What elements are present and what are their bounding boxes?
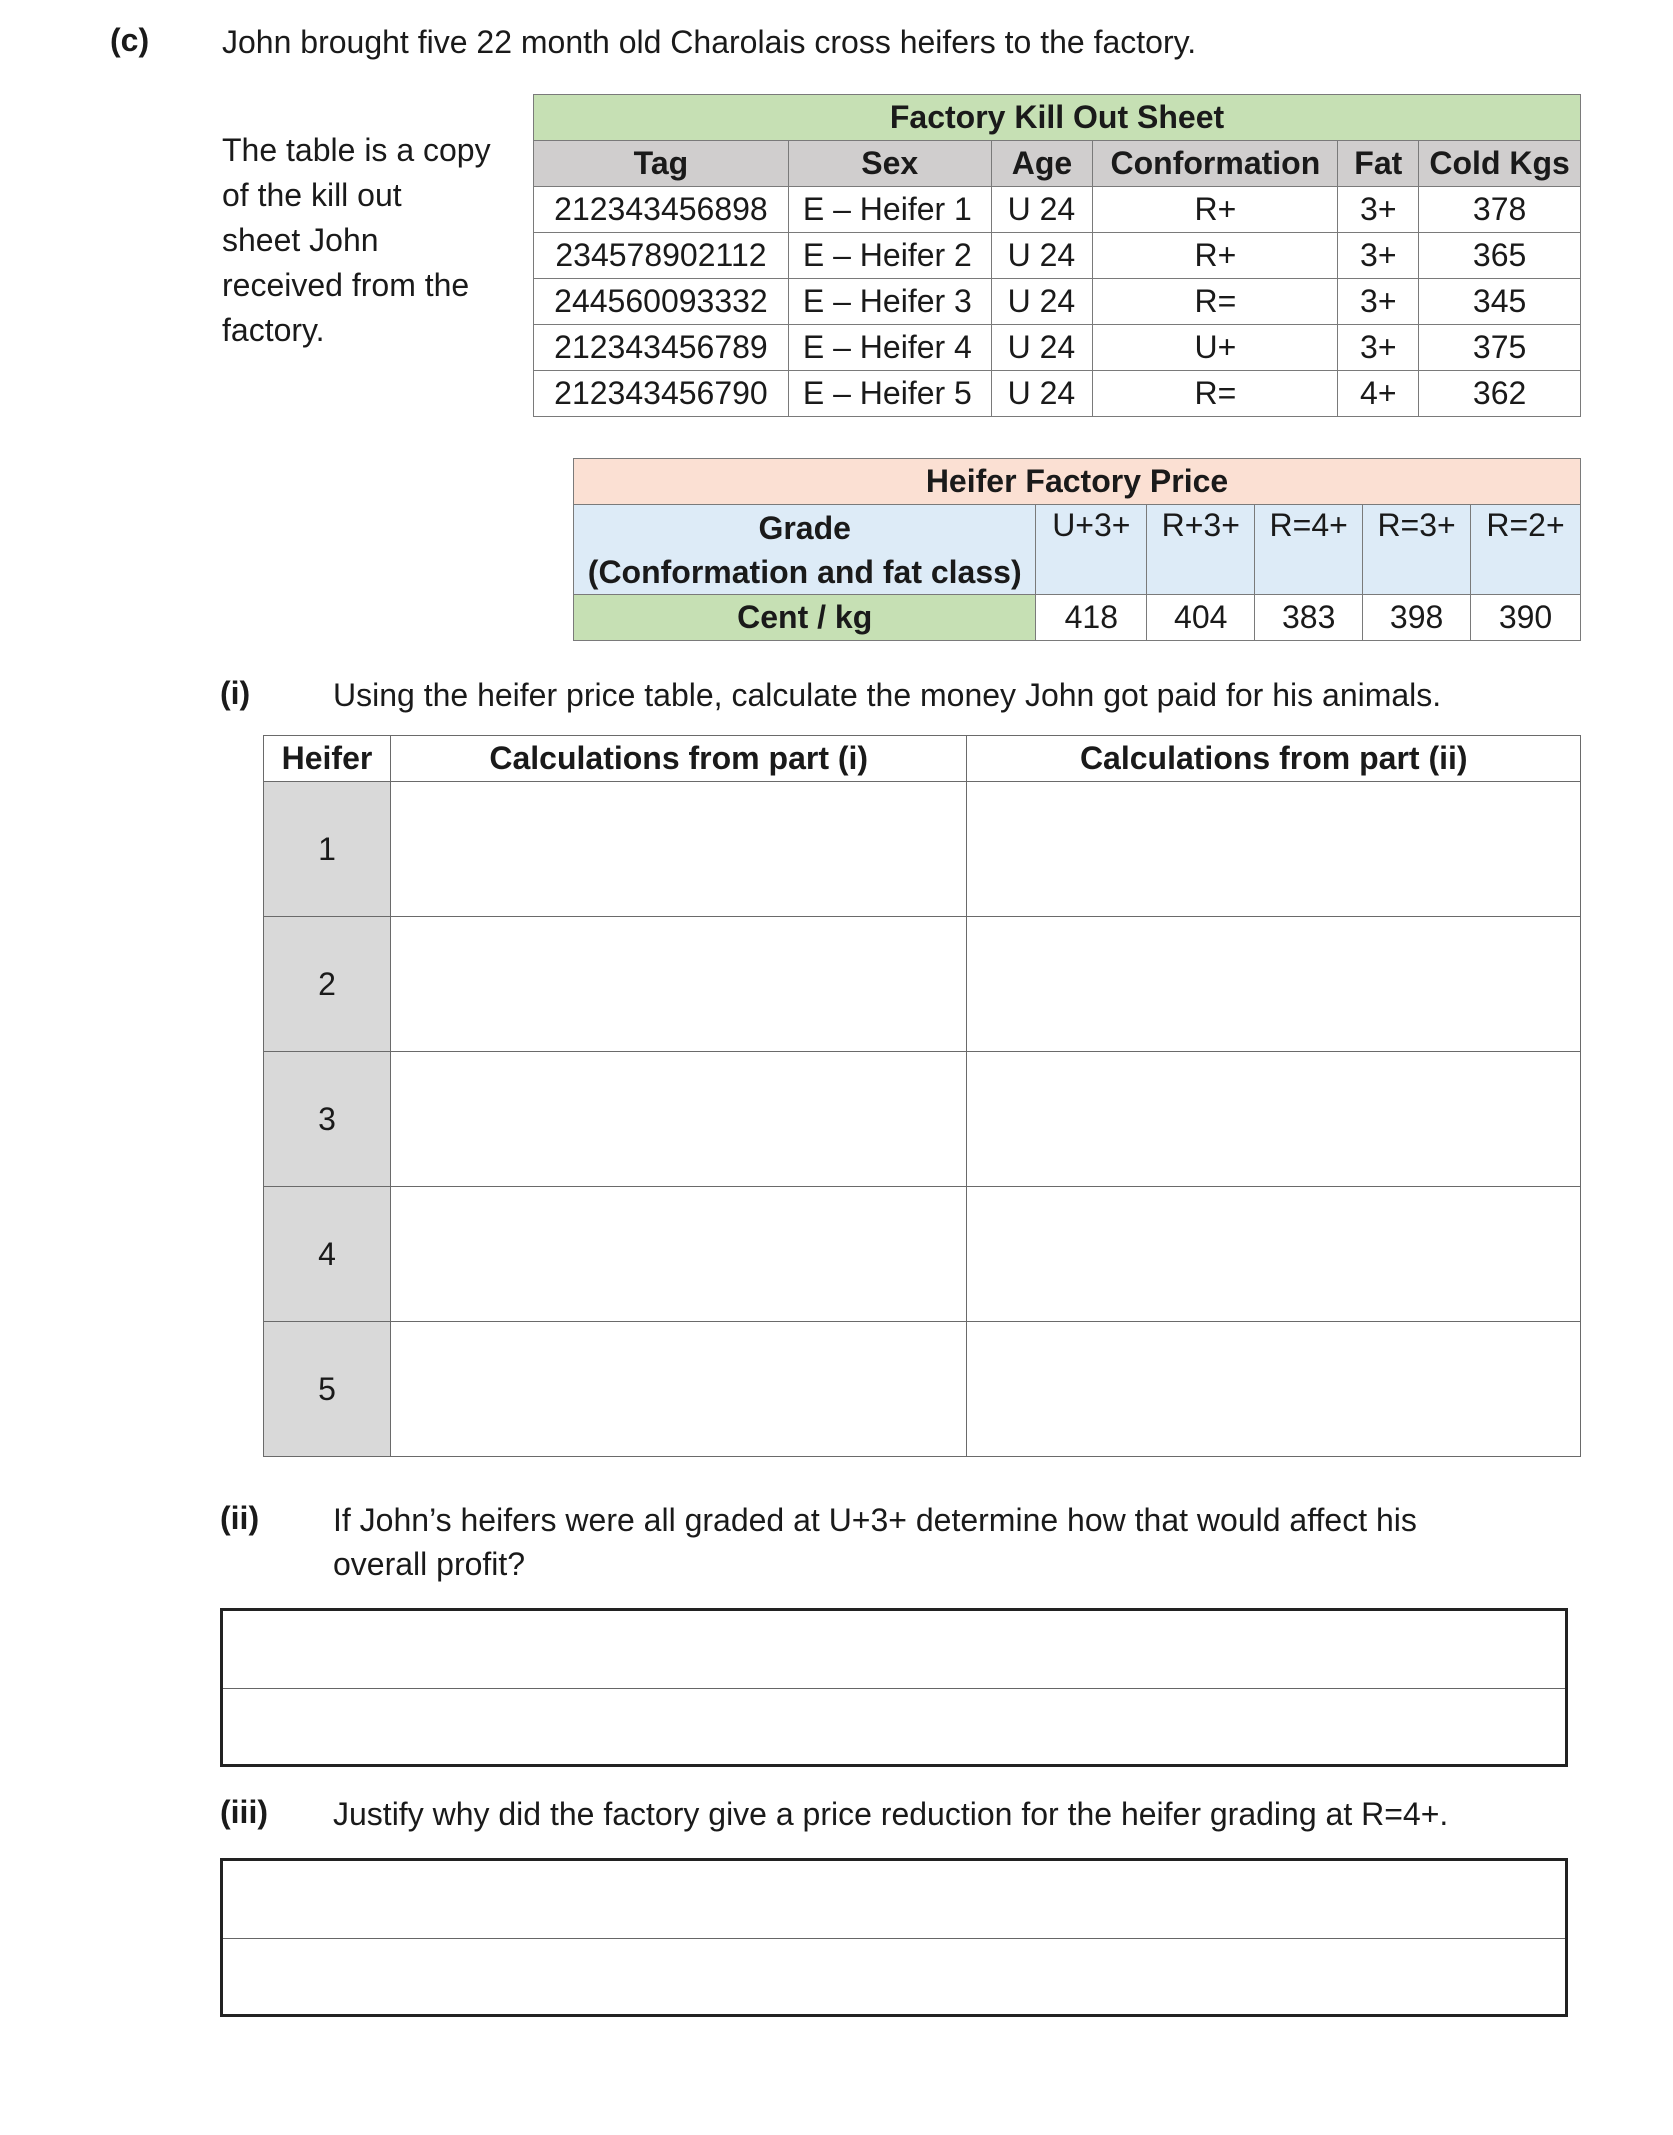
- header-calc-part-i: Calculations from part (i): [390, 736, 967, 782]
- calc-part-ii-cell[interactable]: [967, 917, 1581, 1052]
- age-cell: U 24: [991, 325, 1093, 371]
- side-note-line: of the kill out: [222, 177, 402, 213]
- header-age: Age: [991, 141, 1093, 187]
- cold-kgs-cell: 345: [1419, 279, 1581, 325]
- tag-cell: 234578902112: [534, 233, 789, 279]
- calc-part-i-cell[interactable]: [390, 1052, 967, 1187]
- sex-cell: E – Heifer 5: [788, 371, 991, 417]
- table-row: [264, 782, 1581, 917]
- conformation-cell: R=: [1093, 279, 1338, 325]
- conformation-cell: R=: [1093, 371, 1338, 417]
- tag-cell: 244560093332: [534, 279, 789, 325]
- grade-cell: R+3+: [1147, 505, 1255, 595]
- conformation-cell: U+: [1093, 325, 1338, 371]
- heifer-number: 4: [264, 1187, 391, 1322]
- side-note-line: The table is a copy: [222, 132, 491, 168]
- price-row: [574, 595, 1581, 641]
- fat-cell: 4+: [1338, 371, 1419, 417]
- part-i-text: Using the heifer price table, calculate the money John got paid for his animals.: [333, 677, 1442, 713]
- fat-cell: 3+: [1338, 325, 1419, 371]
- side-note-line: sheet John: [222, 222, 379, 258]
- price-table-title: Heifer Factory Price: [574, 459, 1581, 505]
- table-row: [534, 279, 1581, 325]
- part-c-label: (c): [110, 22, 150, 58]
- calc-part-ii-cell[interactable]: [967, 1187, 1581, 1322]
- cold-kgs-cell: 375: [1419, 325, 1581, 371]
- part-c-text: John brought five 22 month old Charolais cross heifers to the factory.: [222, 24, 1197, 60]
- calc-part-i-cell[interactable]: [390, 917, 967, 1052]
- price-cell: 398: [1363, 595, 1471, 641]
- table-row: [264, 917, 1581, 1052]
- heifer-number: 1: [264, 782, 391, 917]
- part-iii-label: (iii): [220, 1794, 268, 1830]
- fat-cell: 3+: [1338, 233, 1419, 279]
- price-cell: 390: [1471, 595, 1581, 641]
- grade-cell: R=4+: [1255, 505, 1363, 595]
- part-ii-label: (ii): [220, 1500, 260, 1536]
- grade-label-line1: Grade: [758, 509, 851, 546]
- table-row: [264, 1052, 1581, 1187]
- calc-part-i-cell[interactable]: [390, 1322, 967, 1457]
- kill-sheet-title: Factory Kill Out Sheet: [534, 95, 1581, 141]
- grade-cell: U+3+: [1036, 505, 1147, 595]
- tag-cell: 212343456790: [534, 371, 789, 417]
- cent-per-kg-label: Cent / kg: [574, 595, 1036, 641]
- header-sex: Sex: [788, 141, 991, 187]
- table-row: [264, 1322, 1581, 1457]
- sex-cell: E – Heifer 4: [788, 325, 991, 371]
- part-ii-answer-box[interactable]: [220, 1608, 1568, 1767]
- answer-header-row: [264, 736, 1581, 782]
- header-calc-part-ii: Calculations from part (ii): [967, 736, 1581, 782]
- grade-cell: R=3+: [1363, 505, 1471, 595]
- tag-cell: 212343456789: [534, 325, 789, 371]
- part-ii-line2: overall profit?: [333, 1546, 526, 1582]
- kill-sheet-header-row: [534, 141, 1581, 187]
- answer-line: [223, 1688, 1565, 1689]
- calculation-answer-table: [263, 735, 1581, 1457]
- tag-cell: 212343456898: [534, 187, 789, 233]
- calc-part-ii-cell[interactable]: [967, 1322, 1581, 1457]
- cold-kgs-cell: 378: [1419, 187, 1581, 233]
- header-tag: Tag: [534, 141, 789, 187]
- age-cell: U 24: [991, 187, 1093, 233]
- heifer-number: 3: [264, 1052, 391, 1187]
- part-i-label: (i): [220, 675, 251, 711]
- price-cell: 383: [1255, 595, 1363, 641]
- header-conformation: Conformation: [1093, 141, 1338, 187]
- part-ii-text: [333, 1498, 1417, 1586]
- side-note-line: received from the: [222, 267, 470, 303]
- part-ii-line1: If John’s heifers were all graded at U+3+ determine how that would affect his: [333, 1502, 1417, 1538]
- calc-part-i-cell[interactable]: [390, 1187, 967, 1322]
- sex-cell: E – Heifer 2: [788, 233, 991, 279]
- table-row: [534, 187, 1581, 233]
- price-cell: 418: [1036, 595, 1147, 641]
- side-note: [222, 128, 491, 353]
- side-note-line: factory.: [222, 312, 325, 348]
- heifer-number: 2: [264, 917, 391, 1052]
- grade-label-line2: (Conformation and fat class): [587, 553, 1022, 590]
- conformation-cell: R+: [1093, 233, 1338, 279]
- age-cell: U 24: [991, 371, 1093, 417]
- grade-label: [574, 505, 1036, 595]
- sex-cell: E – Heifer 3: [788, 279, 991, 325]
- header-heifer: Heifer: [264, 736, 391, 782]
- table-row: [264, 1187, 1581, 1322]
- table-row: [534, 371, 1581, 417]
- cold-kgs-cell: 362: [1419, 371, 1581, 417]
- table-row: [534, 233, 1581, 279]
- header-fat: Fat: [1338, 141, 1419, 187]
- conformation-cell: R+: [1093, 187, 1338, 233]
- fat-cell: 3+: [1338, 187, 1419, 233]
- answer-line: [223, 1938, 1565, 1939]
- heifer-price-table: [573, 458, 1581, 641]
- age-cell: U 24: [991, 279, 1093, 325]
- heifer-number: 5: [264, 1322, 391, 1457]
- table-row: [534, 325, 1581, 371]
- price-cell: 404: [1147, 595, 1255, 641]
- header-cold-kgs: Cold Kgs: [1419, 141, 1581, 187]
- part-iii-text: Justify why did the factory give a price reduction for the heifer grading at R=4+.: [333, 1796, 1449, 1832]
- calc-part-ii-cell[interactable]: [967, 782, 1581, 917]
- cold-kgs-cell: 365: [1419, 233, 1581, 279]
- sex-cell: E – Heifer 1: [788, 187, 991, 233]
- grade-cell: R=2+: [1471, 505, 1581, 595]
- calc-part-ii-cell[interactable]: [967, 1052, 1581, 1187]
- fat-cell: 3+: [1338, 279, 1419, 325]
- grade-row: [574, 505, 1581, 595]
- calc-part-i-cell[interactable]: [390, 782, 967, 917]
- kill-out-sheet-table: [533, 94, 1581, 417]
- part-iii-answer-box[interactable]: [220, 1858, 1568, 2017]
- age-cell: U 24: [991, 233, 1093, 279]
